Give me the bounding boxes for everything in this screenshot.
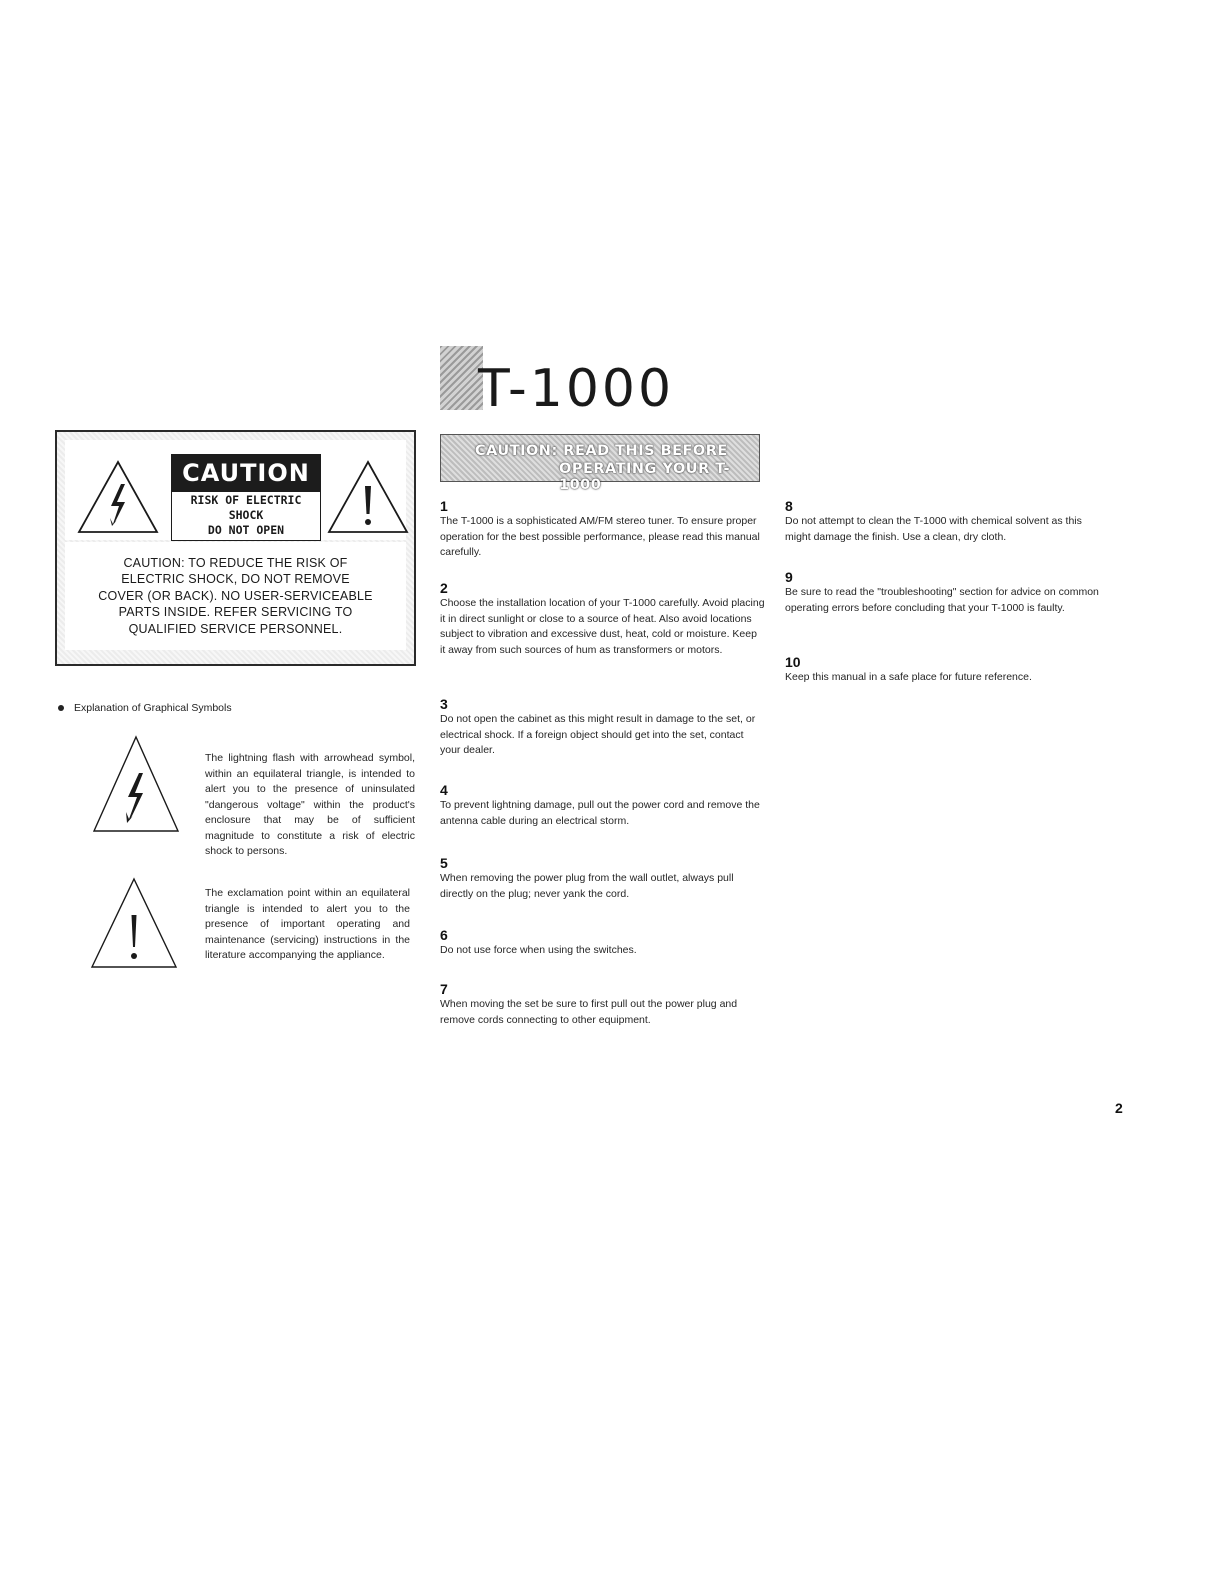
explanation-heading-text: Explanation of Graphical Symbols (74, 702, 232, 714)
item-text: The T-1000 is a sophisticated AM/FM stereo tuner. To ensure proper operation for the best possible performance, please read this manual carefully. (440, 515, 760, 558)
item-text: Choose the installation location of your T-1000 carefully. Avoid placing it in direct sunlight or close to a source of heat. Also avoid locations subject to vibration and excessive dust, heat, cold or moisture. Keep it away from such sources of hum as transformers or motors. (440, 597, 765, 656)
item-number: 4 (440, 782, 448, 798)
exclamation-warning-icon (327, 460, 409, 534)
bullet-icon (58, 705, 64, 711)
list-item (440, 580, 765, 658)
caution-read-header (440, 434, 760, 493)
title-accent-block (440, 346, 483, 410)
list-item (440, 981, 765, 1028)
item-text: Do not open the cabinet as this might result in damage to the set, or electrical shock. If a foreign object should get into the set, contact your dealer. (440, 713, 756, 756)
exclamation-symbol-description: The exclamation point within an equilateral triangle is intended to alert you to the presence of important operating and maintenance (servicing) instructions in the literature accompanying the appliance. (205, 887, 410, 961)
explanation-heading (58, 702, 232, 714)
list-item (785, 569, 1110, 616)
caution-banner (171, 454, 321, 537)
item-text: Be sure to read the "troubleshooting" section for advice on common operating errors before concluding that your T-1000 is faulty. (785, 586, 1099, 614)
risk-line-1: RISK OF ELECTRIC SHOCK (190, 493, 302, 522)
lightning-warning-icon (77, 460, 159, 534)
exclamation-symbol-icon (90, 877, 178, 969)
item-number: 8 (785, 498, 793, 514)
item-text: When removing the power plug from the wall outlet, always pull directly on the plug; never yank the cord. (440, 872, 734, 900)
caution-header-line-1: CAUTION: READ THIS BEFORE (475, 443, 728, 459)
item-text: To prevent lightning damage, pull out the power cord and remove the antenna cable during an electrical storm. (440, 799, 760, 827)
caution-header-line-2: OPERATING YOUR T-1000 (559, 461, 731, 493)
risk-line-2: DO NOT OPEN (207, 523, 285, 537)
lightning-symbol-icon (92, 735, 180, 833)
list-item (440, 927, 765, 959)
lightning-symbol-description: The lightning flash with arrowhead symbol, within an equilateral triangle, is intended to alert you to the presence of uninsulated "dangerous voltage" within the product's enclosure that may be of sufficient magnitude to constitute a risk of electric shock to persons. (205, 752, 415, 857)
list-item (785, 654, 1110, 686)
item-number: 3 (440, 696, 448, 712)
page-number: 2 (1115, 1100, 1123, 1116)
item-number: 7 (440, 981, 448, 997)
item-text: Do not attempt to clean the T-1000 with chemical solvent as this might damage the finish. Use a clean, dry cloth. (785, 515, 1082, 543)
caution-banner-word: CAUTION (171, 454, 321, 492)
item-text: Keep this manual in a safe place for future reference. (785, 671, 1032, 683)
caution-label-box (55, 430, 416, 666)
caution-risk-text (171, 492, 321, 541)
caution-label-bottom (65, 542, 406, 650)
item-number: 1 (440, 498, 448, 514)
item-number: 2 (440, 580, 448, 596)
caution-label-top (65, 440, 406, 540)
item-text: Do not use force when using the switches. (440, 944, 637, 956)
caution-warning-text: CAUTION: TO REDUCE THE RISK OF ELECTRIC SHOCK, DO NOT REMOVE COVER (OR BACK). NO USER-SERVICEABLE PARTS INSIDE. REFER SERVICING TO QUALIFIED SERVICE PERSONNEL. (98, 555, 373, 636)
item-number: 5 (440, 855, 448, 871)
list-item (440, 855, 765, 902)
list-item (440, 696, 765, 759)
list-item (440, 782, 765, 829)
item-text: When moving the set be sure to first pull out the power plug and remove cords connecting to other equipment. (440, 998, 738, 1026)
item-number: 10 (785, 654, 801, 670)
model-title: T-1000 (478, 359, 675, 419)
list-item (440, 498, 765, 561)
list-item (785, 498, 1110, 545)
item-number: 6 (440, 927, 448, 943)
item-number: 9 (785, 569, 793, 585)
